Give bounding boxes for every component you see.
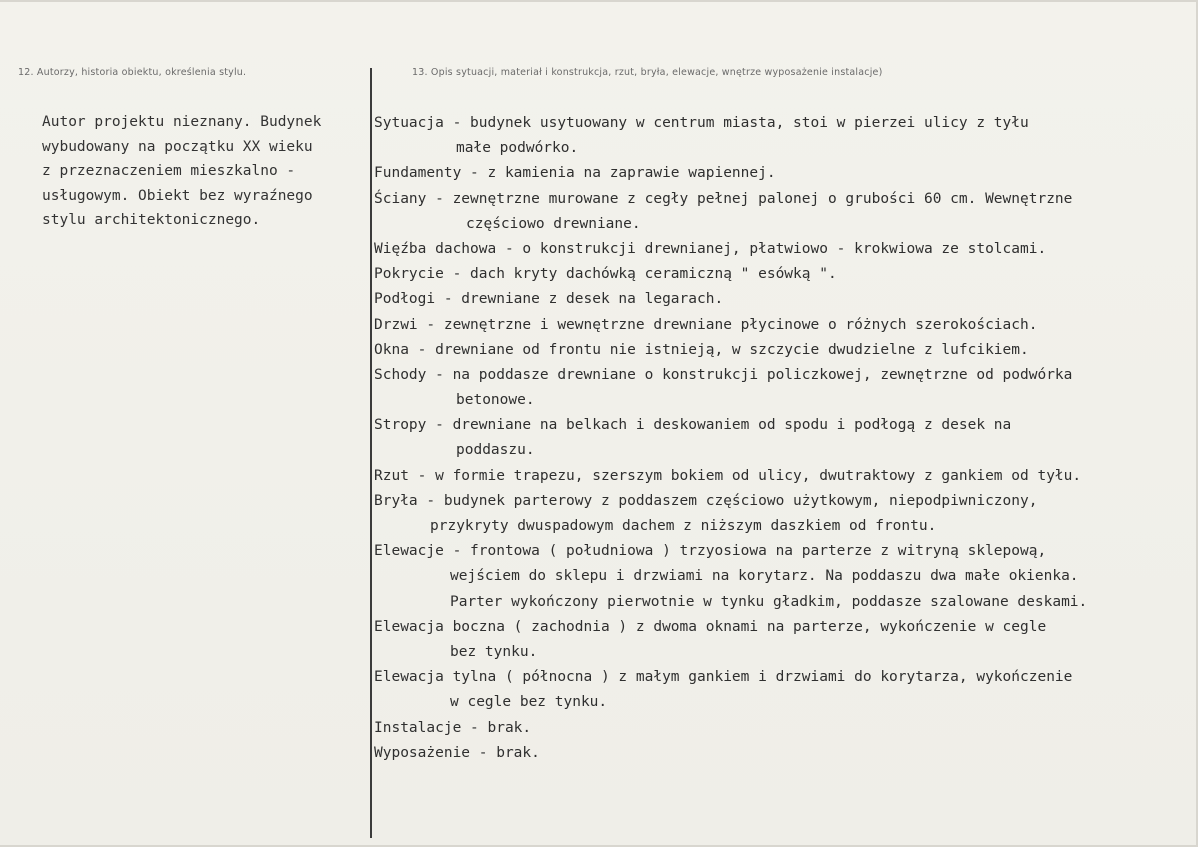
text-line: Instalacje - brak.: [374, 719, 532, 736]
right-column-header: 13. Opis sytuacji, materiał i konstrukcja, rzut, bryła, elewacje, wnętrze wyposażenie instalacje): [412, 67, 883, 78]
left-column-header: 12. Autorzy, historia obiektu, określenia stylu.: [18, 67, 247, 78]
text-line: w cegle bez tynku.: [450, 694, 608, 711]
text-line: Elewacje - frontowa ( południowa ) trzyosiowa na parterze z witryną sklepową,: [374, 543, 1047, 560]
authors-history-text: [42, 110, 362, 233]
description-text: [374, 111, 1194, 766]
text-line: małe podwórko.: [456, 140, 579, 157]
text-line: wejściem do sklepu i drzwiami na korytarz. Na poddaszu dwa małe okienka.: [450, 568, 1079, 585]
text-line: Podłogi - drewniane z desek na legarach.: [374, 291, 724, 308]
text-line: Schody - na poddasze drewniane o konstrukcji policzkowej, zewnętrzne od podwórka: [374, 366, 1073, 383]
text-line: Okna - drewniane od frontu nie istnieją, w szczycie dwudzielne z lufcikiem.: [374, 341, 1029, 358]
top-edge: [0, 0, 1198, 2]
text-line: Ściany - zewnętrzne murowane z cegły pełnej palonej o grubości 60 cm. Wewnętrzne: [374, 190, 1073, 207]
text-line: Rzut - w formie trapezu, szerszym bokiem od ulicy, dwutraktowy z gankiem od tyłu.: [374, 467, 1082, 484]
text-line: usługowym. Obiekt bez wyraźnego: [42, 187, 313, 204]
text-line: Fundamenty - z kamienia na zaprawie wapiennej.: [374, 165, 776, 182]
text-line: z przeznaczeniem mieszkalno -: [42, 163, 296, 180]
text-line: Stropy - drewniane na belkach i deskowaniem od spodu i podłogą z desek na: [374, 417, 1012, 434]
text-line: Parter wykończony pierwotnie w tynku gładkim, poddasze szalowane deskami.: [450, 593, 1088, 610]
text-line: Elewacja tylna ( północna ) z małym gankiem i drzwiami do korytarza, wykończenie: [374, 669, 1073, 686]
text-line: Pokrycie - dach kryty dachówką ceramiczną " esówką ".: [374, 266, 837, 283]
text-line: poddaszu.: [456, 442, 535, 459]
text-line: wybudowany na początku XX wieku: [42, 138, 313, 155]
text-line: Drzwi - zewnętrzne i wewnętrzne drewniane płycinowe o różnych szerokościach.: [374, 316, 1038, 333]
text-line: Autor projektu nieznany. Budynek: [42, 114, 322, 130]
text-line: Wyposażenie - brak.: [374, 744, 540, 761]
text-line: betonowe.: [456, 392, 535, 409]
text-line: bez tynku.: [450, 643, 538, 660]
text-line: stylu architektonicznego.: [42, 212, 261, 229]
text-line: Bryła - budynek parterowy z poddaszem częściowo użytkowym, niepodpiwniczony,: [374, 492, 1038, 509]
text-line: Więźba dachowa - o konstrukcji drewnianej, płatwiowo - krokwiowa ze stolcami.: [374, 240, 1047, 257]
text-line: Elewacja boczna ( zachodnia ) z dwoma oknami na parterze, wykończenie w cegle: [374, 618, 1047, 635]
column-divider: [370, 68, 372, 838]
text-line: przykryty dwuspadowym dachem z niższym daszkiem od frontu.: [430, 518, 937, 534]
text-line: częściowo drewniane.: [466, 215, 641, 232]
text-line: Sytuacja - budynek usytuowany w centrum miasta, stoi w pierzei ulicy z tyłu: [374, 115, 1029, 131]
